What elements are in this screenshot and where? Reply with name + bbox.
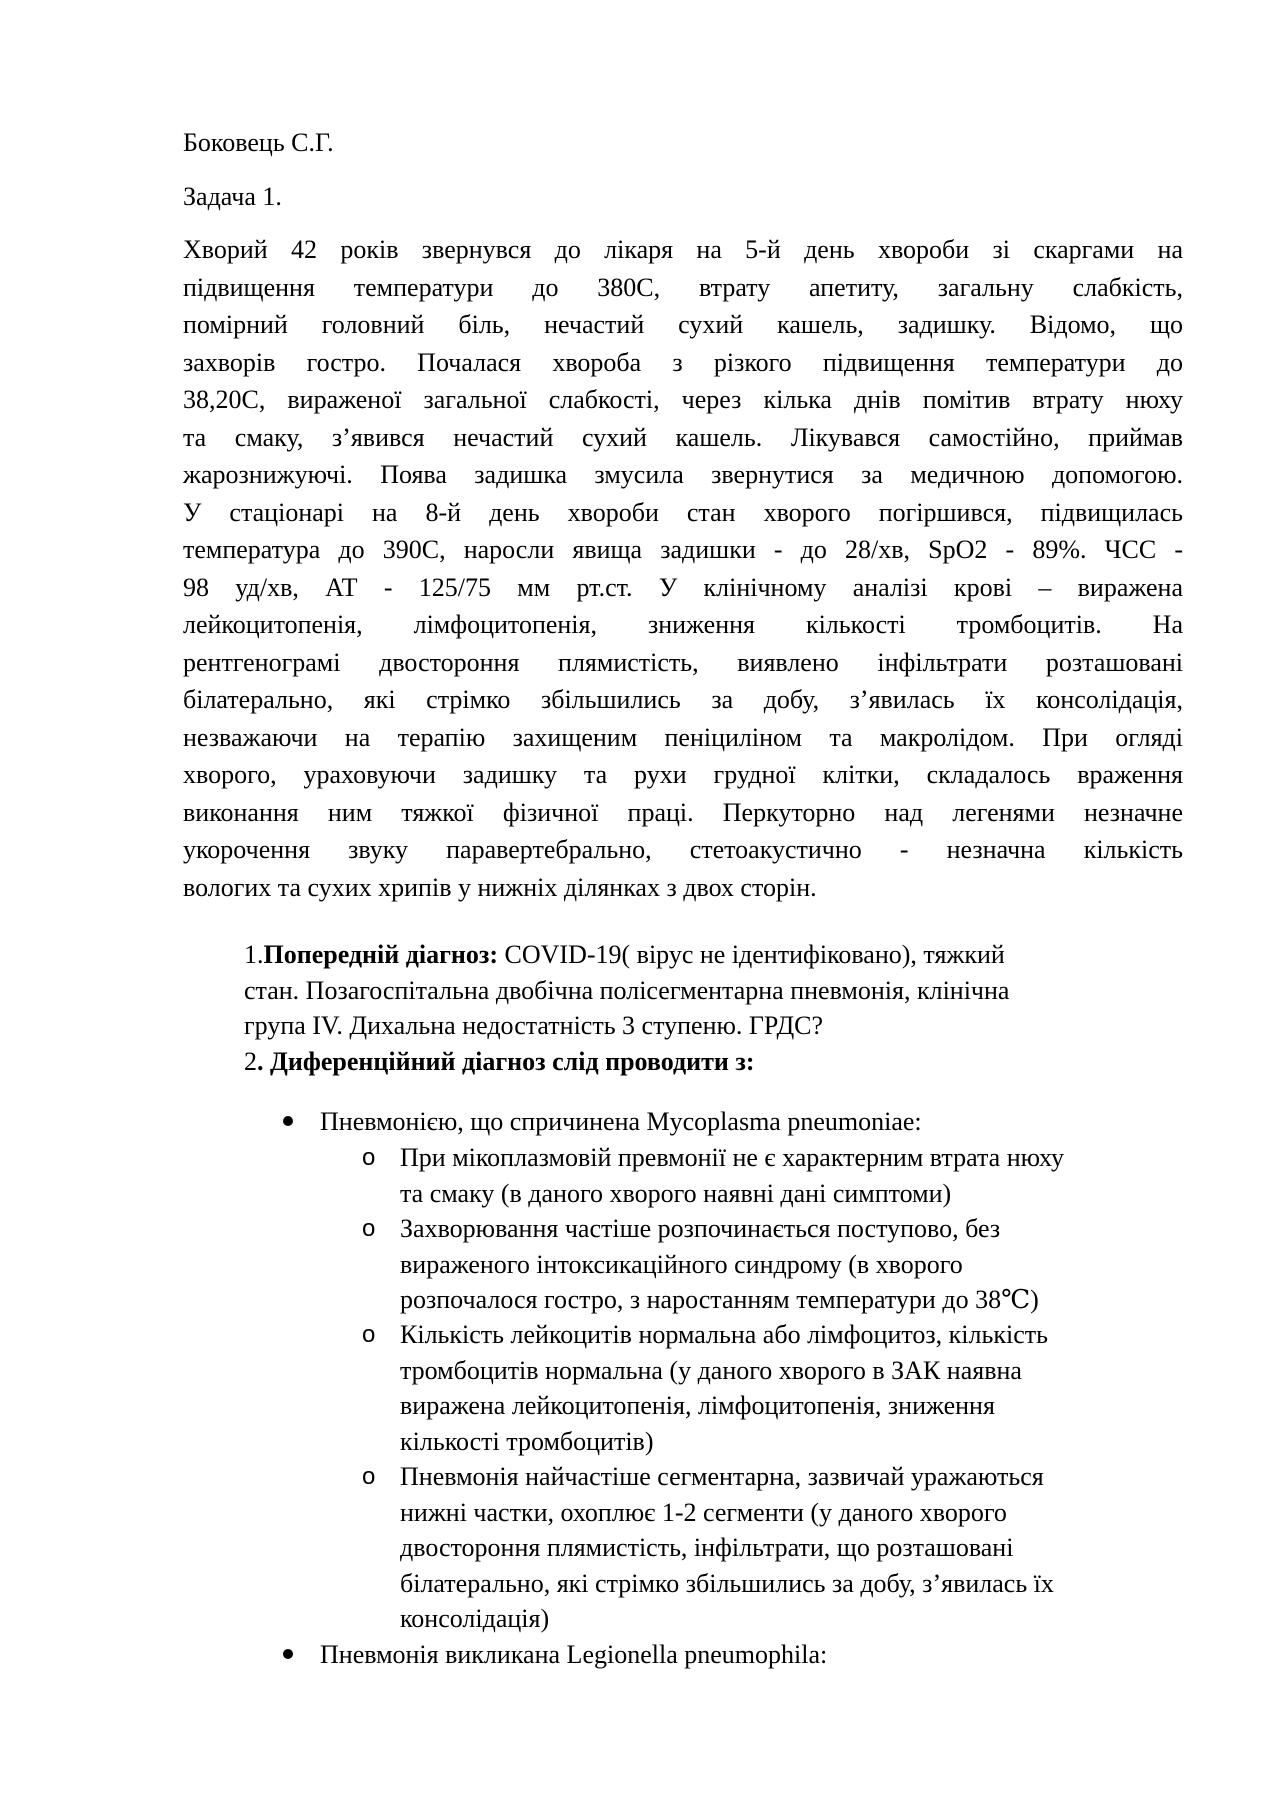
sub-item-line: нижні частки, охоплює 1-2 сегменти (у даного хворого (400, 1497, 1007, 1527)
sub-item-line: консолідація) (400, 1604, 550, 1633)
sub-item (400, 1317, 1180, 1459)
sub-item-line: Кількість лейкоцитів нормальна або лімфоцитоз, кількість (400, 1320, 1048, 1349)
case-line: 98 уд/хв, АТ - 125/75 мм рт.ст. У клінічному аналізі крові – виражена (183, 572, 1183, 602)
case-line: захворів гостро. Почалася хвороба з різкого підвищення температури до (183, 347, 1183, 377)
preliminary-diagnosis-text: COVID-19( вірус не ідентифіковано), тяжкий (498, 940, 1005, 969)
sub-item-line: виражена лейкоцитопенія, лімфоцитопенія, зниження (400, 1391, 995, 1420)
sub-item-line: розпочалося гостро, з наростанням температури до 38℃) (400, 1285, 1039, 1314)
circle-bullet-icon: o (362, 1321, 376, 1348)
bullet-item: Пневмонією, що спричинена Mycoplasma pneumoniae: (320, 1107, 922, 1136)
differential-diagnosis-heading (244, 1044, 1144, 1080)
preliminary-diagnosis-label: Попередній діагноз: (263, 940, 499, 969)
sub-item-line: білатерально, які стрімко збільшились за добу, з’явилась їх (400, 1568, 1054, 1598)
differential-diagnosis-label: . Диференційний діагноз слід проводити з: (257, 1046, 755, 1076)
case-line: лейкоцитопенія, лімфоцитопенія, зниження кількості тромбоцитів. На (183, 610, 1183, 639)
sub-item (400, 1211, 1180, 1318)
circle-bullet-icon: o (362, 1144, 376, 1171)
preliminary-diagnosis (244, 937, 1144, 973)
answers-section (244, 937, 1144, 1079)
case-line: укорочення звуку паравертебрально, стетоакустично - незначна кількість (183, 835, 1183, 864)
case-line: білатерально, які стрімко збільшились за добу, з’явилась їх консолідація, (183, 685, 1183, 714)
preliminary-diagnosis-line: група IV. Дихальна недостатність 3 ступеню. ГРДС? (244, 1011, 824, 1040)
sub-item (400, 1140, 1180, 1211)
bullet-icon (283, 1116, 293, 1126)
sub-item-line: тромбоцитів нормальна (у даного хворого в ЗАК наявна (400, 1355, 1022, 1385)
case-line: підвищення температури до 380С, втрату апетиту, загальну слабкість, (183, 272, 1183, 302)
sub-item-line: При мікоплазмовій превмонії не є характерним втрата нюху (400, 1143, 1065, 1172)
case-line: та смаку, з’явився нечастий сухий кашель. Лікувався самостійно, приймав (183, 422, 1183, 452)
case-line: Хворий 42 років звернувся до лікаря на 5-й день хвороби зі скаргами на (183, 235, 1183, 264)
case-line: хворого, ураховуючи задишку та рухи грудної клітки, складалось враження (183, 760, 1183, 789)
answer-number: 2 (244, 1046, 257, 1076)
case-line: температура до 390С, наросли явища задишки - до 28/хв, SpO2 - 89%. ЧСС - (183, 535, 1183, 564)
task-title: Задача 1. (183, 182, 282, 211)
circle-bullet-icon: o (362, 1215, 376, 1242)
case-line: виконання ним тяжкої фізичної праці. Перкуторно над легенями незначне (183, 797, 1183, 827)
case-line: рентгенограмі двостороння плямистість, виявлено інфільтрати розташовані (183, 647, 1183, 677)
sub-item-line: Захворювання частіше розпочинається поступово, без (400, 1214, 1001, 1243)
sub-item-line: та смаку (в даного хворого наявні дані симптоми) (400, 1178, 952, 1208)
bullet-icon (283, 1649, 293, 1659)
bullet-item: Пневмонія викликана Legionella pneumophila: (320, 1640, 828, 1669)
case-line: вологих та сухих хрипів у нижніх ділянках з двох сторін. (183, 872, 817, 902)
circle-bullet-icon: o (362, 1463, 376, 1490)
author-name: Боковець С.Г. (183, 128, 334, 157)
case-description (183, 231, 1183, 906)
answer-number: 1. (244, 940, 264, 969)
case-line: жарознижуючі. Поява задишка змусила звернутися за медичною допомогою. (183, 460, 1183, 489)
case-line: У стаціонарі на 8-й день хвороби стан хворого погіршився, підвищилась (183, 497, 1183, 527)
case-line: незважаючи на терапію захищеним пеніциліном та макролідом. При огляді (183, 722, 1183, 752)
sub-item-line: кількості тромбоцитів) (400, 1426, 654, 1456)
case-line: помірний головний біль, нечастий сухий кашель, задишку. Відомо, що (183, 310, 1183, 339)
sub-item-line: двостороння плямистість, інфільтрати, що розташовані (400, 1533, 1014, 1562)
preliminary-diagnosis-line: стан. Позагоспітальна двобічна полісегментарна пневмонія, клінічна (244, 975, 1010, 1005)
sub-item (400, 1459, 1180, 1637)
sub-item-line: вираженого інтоксикаційного синдрому (в хворого (400, 1249, 963, 1279)
sub-item-line: Пневмонія найчастіше сегментарна, зазвичай уражаються (400, 1462, 1044, 1491)
case-line: 38,20С, вираженої загальної слабкості, через кілька днів помітив втрату нюху (183, 385, 1183, 414)
